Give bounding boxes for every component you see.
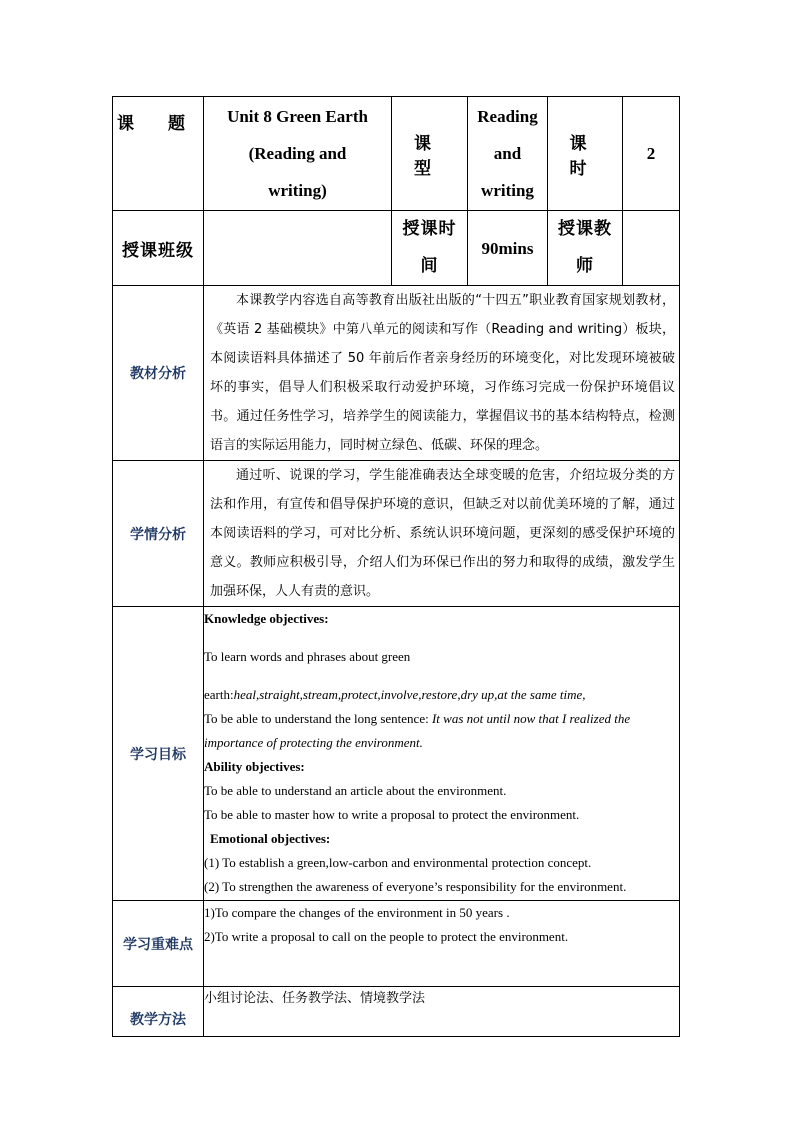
textbook-label: 教材分析 (130, 366, 186, 382)
objectives-content-cell (204, 607, 680, 901)
textbook-content-cell (204, 286, 680, 461)
objectives-row (113, 607, 680, 901)
knowledge-objective-3-prefix: To be able to understand the long sentence: (204, 711, 432, 726)
hours-value: 2 (646, 144, 656, 163)
vocabulary-list: heal,straight,stream,protect,involve,restore,dry up,at the same time, (233, 687, 586, 702)
ability-objectives-title: Ability objectives: (204, 759, 305, 774)
topic-value-cell (204, 97, 392, 211)
class-value-cell (204, 211, 392, 286)
knowledge-objective-2-prefix: earth: (204, 687, 234, 702)
emotional-objectives-title: Emotional objectives: (210, 831, 331, 846)
time-value-cell (468, 211, 548, 286)
difficulty-2: 2)To write a proposal to call on the people to protect the environment. (204, 929, 569, 944)
class-label: 授课班级 (122, 240, 194, 261)
hours-label: 课 时 (569, 133, 601, 179)
students-label-cell (113, 461, 204, 607)
methods-text: 小组讨论法、任务教学法、情境教学法 (204, 991, 426, 1006)
ability-objective-1: To be able to understand an article about the environment. (204, 783, 507, 798)
header-row-1 (113, 97, 680, 211)
header-row-2 (113, 211, 680, 286)
difficulties-content-cell (204, 901, 680, 987)
long-sentence: It was not until now that I realized the importance of protecting the environment. (204, 711, 631, 750)
hours-label-cell (548, 97, 623, 211)
students-label: 学情分析 (130, 526, 186, 543)
type-line-2: and (493, 144, 522, 163)
time-label-cell (392, 211, 468, 286)
methods-label: 教学方法 (130, 1011, 186, 1028)
topic-line-1: Unit 8 Green Earth (227, 107, 368, 126)
textbook-row (113, 286, 680, 461)
difficulties-label: 学习重难点 (123, 936, 193, 953)
type-label-cell (392, 97, 468, 211)
topic-label: 课 题 (117, 114, 199, 134)
time-label-line-2: 间 (420, 256, 439, 276)
topic-label-cell (113, 97, 204, 211)
methods-row (113, 987, 680, 1037)
emotional-objective-2: (2) To strengthen the awareness of everyone’s responsibility for the environment. (204, 879, 627, 894)
difficulty-1: 1)To compare the changes of the environment in 50 years . (204, 905, 510, 920)
knowledge-objective-1: To learn words and phrases about green (204, 649, 411, 664)
knowledge-objectives-title: Knowledge objectives: (204, 611, 329, 626)
difficulties-row (113, 901, 680, 987)
students-content-cell (204, 461, 680, 607)
teacher-label-line-2: 师 (576, 256, 594, 276)
emotional-objective-1: (1) To establish a green,low-carbon and environmental protection concept. (204, 855, 592, 870)
textbook-analysis-text: 本课教学内容选自高等教育出版社出版的“十四五”职业教育国家规划教材，《英语 2 基础模块》中第八单元的阅读和写作（Reading and writing）板块，本阅读语料具体描述了 50 年前后作者亲身经历的环境变化，对比发现环境被破坏的事实，倡导人们积极采取行动爱护环境，习作练习完成一份保护环境倡议书。通过任务性学习，培养学生的阅读能力，掌握倡议书的基本结构特点，检测语言的实际运用能力，同时树立绿色、低碳、环保的理念。 (210, 293, 675, 453)
knowledge-objective-2 (204, 683, 679, 707)
teacher-label-cell (548, 211, 623, 286)
teacher-value-cell (623, 211, 680, 286)
students-row (113, 461, 680, 607)
class-label-cell (113, 211, 204, 286)
students-analysis-text: 通过听、说课的学习，学生能准确表达全球变暖的危害，介绍垃圾分类的方法和作用，有宣传和倡导保护环境的意识，但缺乏对以前优美环境的了解，通过本阅读语料的学习，可对比分析、系统认识环境问题，更深刻的感受保护环境的意义。教师应积极引导，介绍人们为环保已作出的努力和取得的成绩，激发学生加强环保，人人有责的意识。 (210, 468, 675, 599)
type-line-3: writing (481, 181, 534, 200)
objectives-label: 学习目标 (130, 746, 186, 763)
topic-line-2: (Reading and (248, 144, 347, 163)
type-value-cell (468, 97, 548, 211)
ability-objective-2: To be able to master how to write a proposal to protect the environment. (204, 807, 580, 822)
knowledge-objective-3 (204, 707, 679, 755)
time-value: 90mins (481, 238, 534, 258)
objectives-label-cell (113, 607, 204, 901)
methods-content-cell (204, 987, 680, 1037)
type-line-1: Reading (477, 107, 538, 126)
time-label-line-1: 授课时 (402, 219, 457, 239)
hours-value-cell (623, 97, 680, 211)
topic-line-3: writing) (268, 181, 327, 200)
type-label: 课 型 (414, 133, 445, 179)
textbook-label-cell (113, 286, 204, 461)
methods-label-cell (113, 987, 204, 1037)
lesson-plan-table (112, 96, 680, 1037)
teacher-label-line-1: 授课教 (558, 219, 612, 239)
difficulties-label-cell (113, 901, 204, 987)
